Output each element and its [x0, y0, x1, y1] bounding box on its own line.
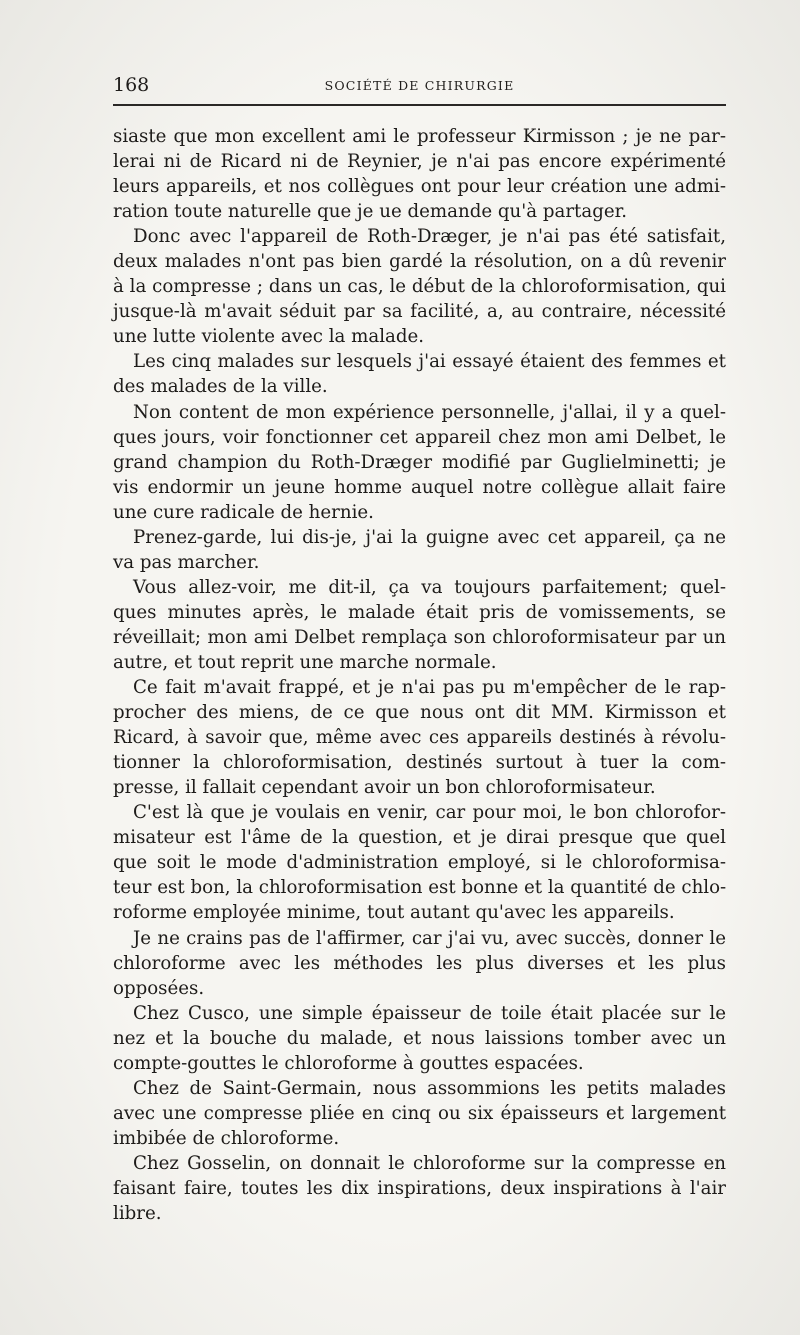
- text-line: Les cinq malades sur lesquels j'ai essayé étaient des femmes et: [133, 351, 726, 373]
- text-line: chloroforme avec les méthodes les plus diverses et les plus: [113, 952, 726, 974]
- text-line: Ce fait m'avait frappé, et je n'ai pas pu m'empêcher de le rap-: [133, 677, 726, 699]
- text-line: ques jours, voir fonctionner cet appareil chez mon ami Delbet, le: [113, 426, 726, 448]
- page-header: [113, 70, 726, 100]
- text-line: nez et la bouche du malade, et nous laissions tomber avec un: [113, 1027, 726, 1049]
- text-line: opposées.: [113, 977, 205, 999]
- text-line: siaste que mon excellent ami le professeur Kirmisson ; je ne par-: [113, 126, 726, 147]
- text-line: que soit le mode d'administration employé, si le chloroformisa-: [113, 852, 726, 874]
- text-line: Non content de mon expérience personnelle, j'allai, il y a quel-: [133, 401, 726, 423]
- text-line: Chez Cusco, une simple épaisseur de toile était placée sur le: [133, 1002, 726, 1024]
- text-line: vis endormir un jeune homme auquel notre collègue allait faire: [113, 476, 726, 498]
- text-line: teur est bon, la chloroformisation est bonne et la quantité de chlo-: [113, 877, 727, 899]
- running-title: SOCIÉTÉ DE CHIRURGIE: [324, 78, 515, 93]
- text-line: jusque-là m'avait séduit par sa facilité, a, au contraire, nécessité: [113, 301, 726, 323]
- text-line: ques minutes après, le malade était pris de vomissements, se: [113, 601, 726, 623]
- text-line: grand champion du Roth-Dræger modifié par Guglielminetti; je: [113, 451, 726, 473]
- text-line: à la compresse ; dans un cas, le début de la chloroformisation, qui: [113, 276, 726, 298]
- text-line: presse, il fallait cependant avoir un bon chloroformisateur.: [113, 777, 656, 799]
- text-line: leurs appareils, et nos collègues ont pour leur création une admi-: [113, 176, 726, 198]
- text-line: compte-gouttes le chloroforme à gouttes espacées.: [113, 1052, 584, 1074]
- text-line: Chez de Saint-Germain, nous assommions les petits malades: [133, 1077, 726, 1099]
- text-line: une cure radicale de hernie.: [113, 501, 374, 523]
- text-line: des malades de la ville.: [113, 376, 328, 398]
- text-line: faisant faire, toutes les dix inspirations, deux inspirations à l'air: [113, 1177, 726, 1199]
- text-line: Donc avec l'appareil de Roth-Dræger, je n'ai pas été satisfait,: [133, 226, 726, 248]
- text-line: lerai ni de Ricard ni de Reynier, je n'ai pas encore expérimenté: [113, 151, 726, 173]
- text-line: réveillait; mon ami Delbet remplaça son chloroformisateur par un: [113, 626, 726, 648]
- text-line: ration toute naturelle que je ue demande qu'à partager.: [113, 201, 628, 223]
- text-line: deux malades n'ont pas bien gardé la résolution, on a dû revenir: [113, 251, 726, 273]
- text-line: Chez Gosselin, on donnait le chloroforme sur la compresse en: [133, 1152, 726, 1174]
- text-line: imbibée de chloroforme.: [113, 1127, 340, 1149]
- text-line: procher des miens, de ce que nous ont dit MM. Kirmisson et: [113, 702, 726, 724]
- text-line: Ricard, à savoir que, même avec ces appareils destinés à révolu-: [113, 727, 726, 749]
- text-line: tionner la chloroformisation, destinés surtout à tuer la com-: [113, 752, 726, 774]
- header-rule: [113, 104, 726, 106]
- text-line: libre.: [113, 1203, 162, 1225]
- text-line: autre, et tout reprit une marche normale.: [113, 651, 497, 673]
- text-line: une lutte violente avec la malade.: [113, 326, 425, 348]
- text-line: Prenez-garde, lui dis-je, j'ai la guigne avec cet appareil, ça ne: [133, 526, 726, 548]
- page-number: 168: [113, 74, 150, 96]
- text-line: Je ne crains pas de l'affirmer, car j'ai vu, avec succès, donner le: [133, 927, 726, 949]
- body-text: [113, 124, 726, 1226]
- text-line: C'est là que je voulais en venir, car pour moi, le bon chlorofor-: [133, 802, 726, 824]
- text-line: misateur est l'âme de la question, et je dirai presque que quel: [113, 827, 726, 849]
- text-line: Vous allez-voir, me dit-il, ça va toujours parfaitement; quel-: [133, 576, 726, 598]
- text-line: avec une compresse pliée en cinq ou six épaisseurs et largement: [113, 1102, 726, 1124]
- text-line: va pas marcher.: [113, 551, 260, 573]
- text-line: roforme employée minime, tout autant qu'avec les appareils.: [113, 902, 675, 924]
